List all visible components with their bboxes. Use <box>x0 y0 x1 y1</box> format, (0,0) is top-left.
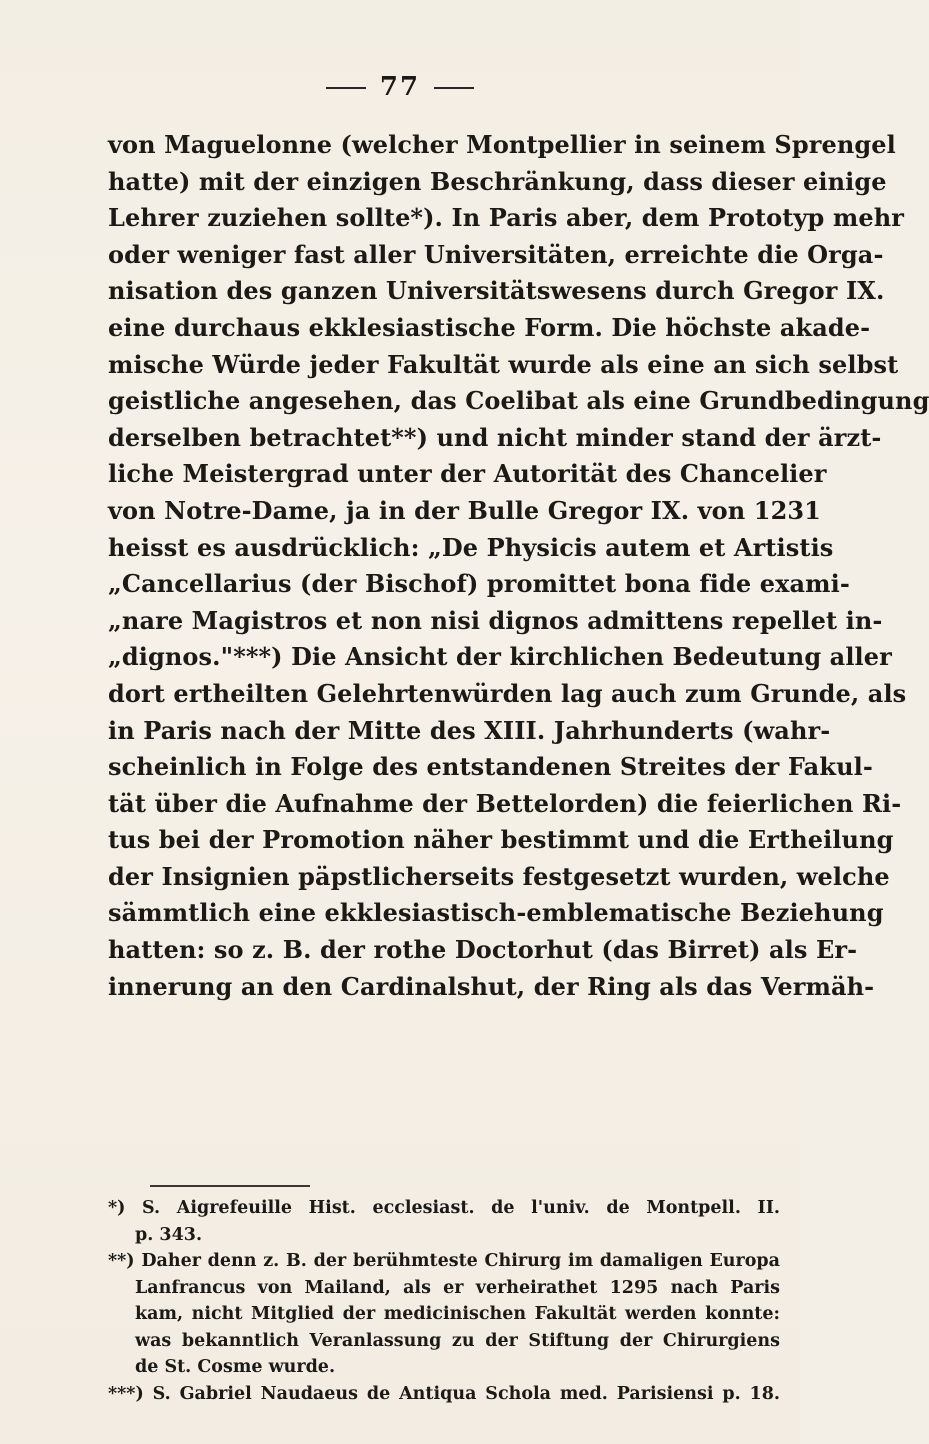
footnote-line: **) Daher denn z. B. der berühmteste Chirurg im damaligen Europa <box>108 1251 780 1271</box>
footnote-line: de St. Cosme wurde. <box>135 1357 336 1377</box>
body-line: tät über die Aufnahme der Bettelorden) die feierlichen Ri- <box>108 788 902 818</box>
footnote-line: ***) S. Gabriel Naudaeus de Antiqua Schola med. Parisiensi p. 18. <box>108 1383 780 1404</box>
body-line: derselben betrachtet**) und nicht minder stand der ärzt- <box>108 422 882 452</box>
page-number: 77 <box>379 72 421 102</box>
footnote-line: was bekanntlich Veranlassung zu der Stiftung der Chirurgiens <box>135 1330 780 1351</box>
body-line: scheinlich in Folge des entstandenen Streites der Fakul- <box>108 752 873 782</box>
body-line: mische Würde jeder Fakultät wurde als eine an sich selbst <box>108 349 899 379</box>
footnote-separator <box>150 1185 310 1187</box>
body-line: hatten: so z. B. der rothe Doctorhut (das Birret) als Er- <box>108 935 858 965</box>
body-line: tus bei der Promotion näher bestimmt und die Ertheilung <box>108 825 894 855</box>
body-line: hatte) mit der einzigen Beschränkung, dass dieser einige <box>108 166 887 196</box>
body-line: nisation des ganzen Universitätswesens durch Gregor IX. <box>108 276 885 306</box>
body-line: von Notre-Dame, ja in der Bulle Gregor IX. von 1231 <box>108 495 821 525</box>
body-line: „nare Magistros et non nisi dignos admittens repellet in- <box>108 605 883 635</box>
body-line: Lehrer zuziehen sollte*). In Paris aber, dem Prototyp mehr <box>108 203 904 233</box>
body-line: sämmtlich eine ekklesiastisch-emblematische Beziehung <box>108 898 884 928</box>
footnote-line: Lanfrancus von Mailand, als er verheirathet 1295 nach Paris <box>135 1277 780 1298</box>
footnote-line: p. 343. <box>135 1224 203 1245</box>
body-line: heisst es ausdrücklich: „De Physicis autem et Artistis <box>108 532 834 562</box>
footnotes <box>108 1195 780 1407</box>
header-dash-right <box>434 87 474 89</box>
body-line: „Cancellarius (der Bischof) promittet bona fide exami- <box>108 569 850 599</box>
footnote-line: kam, nicht Mitglied der medicinischen Fakultät werden konnte: <box>135 1304 780 1324</box>
body-line: der Insignien päpstlicherseits festgesetzt wurden, welche <box>108 861 890 891</box>
body-text <box>108 127 929 1005</box>
body-line: oder weniger fast aller Universitäten, erreichte die Orga- <box>108 239 884 269</box>
body-line: in Paris nach der Mitte des XIII. Jahrhunderts (wahr- <box>108 715 831 745</box>
header-dash-left <box>326 87 366 89</box>
footnote-line: *) S. Aigrefeuille Hist. ecclesiast. de l'univ. de Montpell. II. <box>108 1198 780 1218</box>
body-line: geistliche angesehen, das Coelibat als eine Grundbedingung <box>108 386 929 416</box>
page-header <box>0 72 800 102</box>
body-line: von Maguelonne (welcher Montpellier in seinem Sprengel <box>108 130 896 159</box>
body-line: liche Meistergrad unter der Autorität des Chancelier <box>108 459 827 489</box>
body-line: „dignos."***) Die Ansicht der kirchlichen Bedeutung aller <box>108 642 892 672</box>
body-line: eine durchaus ekklesiastische Form. Die höchste akade- <box>108 312 871 342</box>
body-line: innerung an den Cardinalshut, der Ring als das Vermäh- <box>108 971 875 1001</box>
body-line: dort ertheilten Gelehrtenwürden lag auch zum Grunde, als <box>108 678 907 708</box>
